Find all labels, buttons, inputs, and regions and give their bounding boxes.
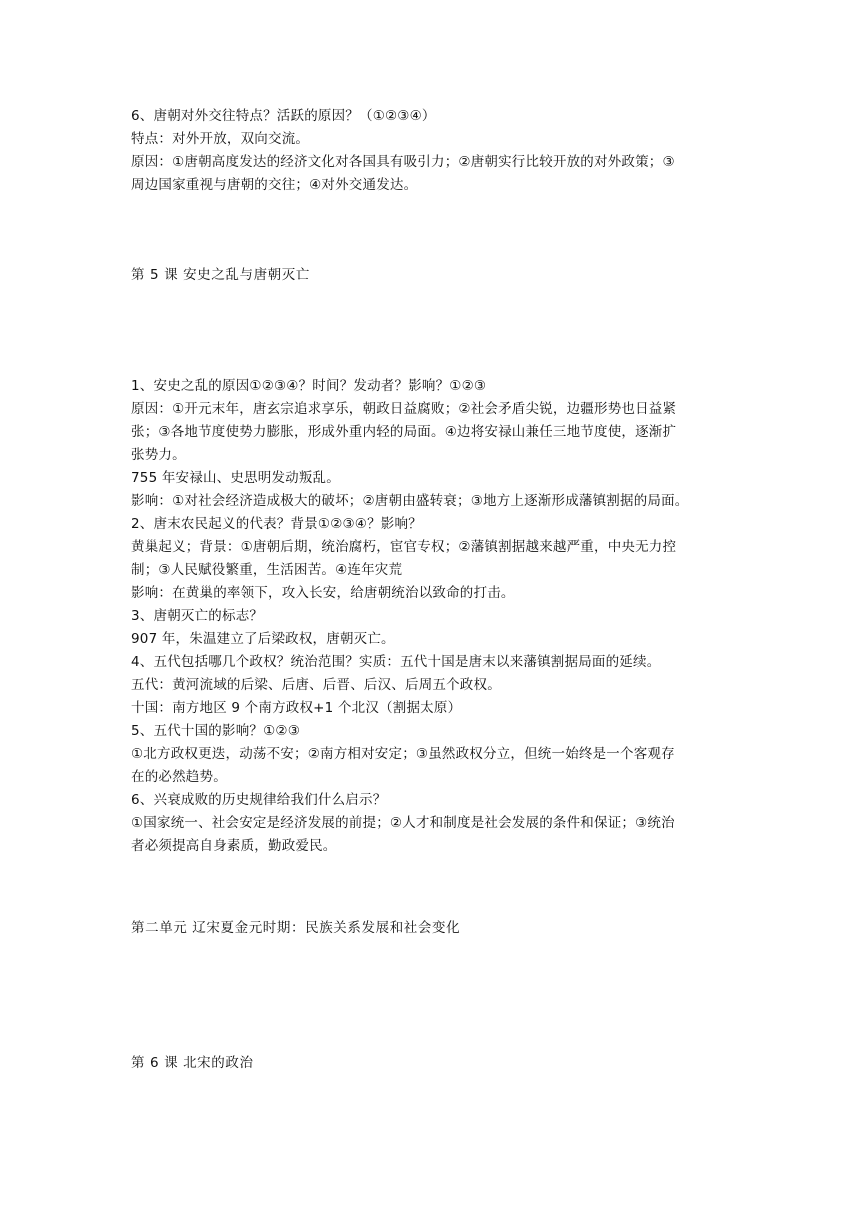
huangchao-background-line-2: 制；③人民赋役繁重，生活困苦。④连年灾荒 (131, 562, 403, 578)
lesson-5-heading: 第 5 课 安史之乱与唐朝灭亡 (131, 267, 310, 283)
impact-answer-line-2: 在的必然趋势。 (131, 769, 227, 785)
anshi-causes-line-3: 张势力。 (131, 447, 186, 463)
lessons-answer-line-1: ①国家统一、社会安定是经济发展的前提；②人才和制度是社会发展的条件和保证；③统治 (131, 815, 675, 831)
answer-reasons-line-2: 周边国家重视与唐朝的交往；④对外交通发达。 (131, 177, 418, 193)
ten-kingdoms-answer: 十国：南方地区 9 个南方政权+1 个北汉（割据太原） (131, 700, 462, 716)
answer-reasons-line-1: 原因：①唐朝高度发达的经济文化对各国具有吸引力；②唐朝实行比较开放的对外政策；③ (131, 154, 675, 170)
huangchao-impact: 影响：在黄巢的率领下，攻入长安，给唐朝统治以致命的打击。 (131, 585, 515, 601)
huangchao-background-line-1: 黄巢起义；背景：①唐朝后期，统治腐朽，宦官专权；②藩镇割据越来越严重，中央无力控 (131, 539, 677, 555)
anshi-time-leaders: 755 年安禄山、史思明发动叛乱。 (131, 470, 340, 486)
lesson-6-heading: 第 6 课 北宋的政治 (131, 1055, 254, 1071)
anshi-causes-line-2: 张；③各地节度使势力膨胀，形成外重内轻的局面。④边将安禄山兼任三地节度使，逐渐扩 (131, 424, 677, 440)
tang-fall-answer: 907 年，朱温建立了后梁政权，唐朝灭亡。 (131, 631, 395, 647)
lessons-answer-line-2: 者必须提高自身素质，勤政爱民。 (131, 838, 337, 854)
answer-characteristics: 特点：对外开放，双向交流。 (131, 131, 310, 147)
unit-2-heading: 第二单元 辽宋夏金元时期：民族关系发展和社会变化 (131, 920, 461, 936)
question-3-tang-fall: 3、唐朝灭亡的标志？ (131, 608, 264, 624)
anshi-impact: 影响：①对社会经济造成极大的破坏；②唐朝由盛转衰；③地方上逐渐形成藩镇割据的局面。 (131, 493, 689, 509)
question-2-peasant-uprising: 2、唐末农民起义的代表？背景①②③④？影响？ (131, 516, 422, 532)
question-5-impact: 5、五代十国的影响？①②③ (131, 723, 300, 739)
question-6-tang-foreign-relations: 6、唐朝对外交往特点？活跃的原因？（①②③④） (131, 108, 436, 124)
question-1-anshi-rebellion: 1、安史之乱的原因①②③④？时间？发动者？影响？①②③ (131, 378, 487, 394)
question-6-lessons: 6、兴衰成败的历史规律给我们什么启示？ (131, 792, 387, 808)
impact-answer-line-1: ①北方政权更迭，动荡不安；②南方相对安定；③虽然政权分立，但统一始终是一个客观存 (131, 746, 675, 762)
question-4-five-dynasties: 4、五代包括哪几个政权？统治范围？实质：五代十国是唐末以来藩镇割据局面的延续。 (131, 654, 661, 670)
five-dynasties-answer: 五代：黄河流域的后梁、后唐、后晋、后汉、后周五个政权。 (131, 677, 501, 693)
anshi-causes-line-1: 原因：①开元末年，唐玄宗追求享乐，朝政日益腐败；②社会矛盾尖锐，边疆形势也日益紧 (131, 401, 677, 417)
